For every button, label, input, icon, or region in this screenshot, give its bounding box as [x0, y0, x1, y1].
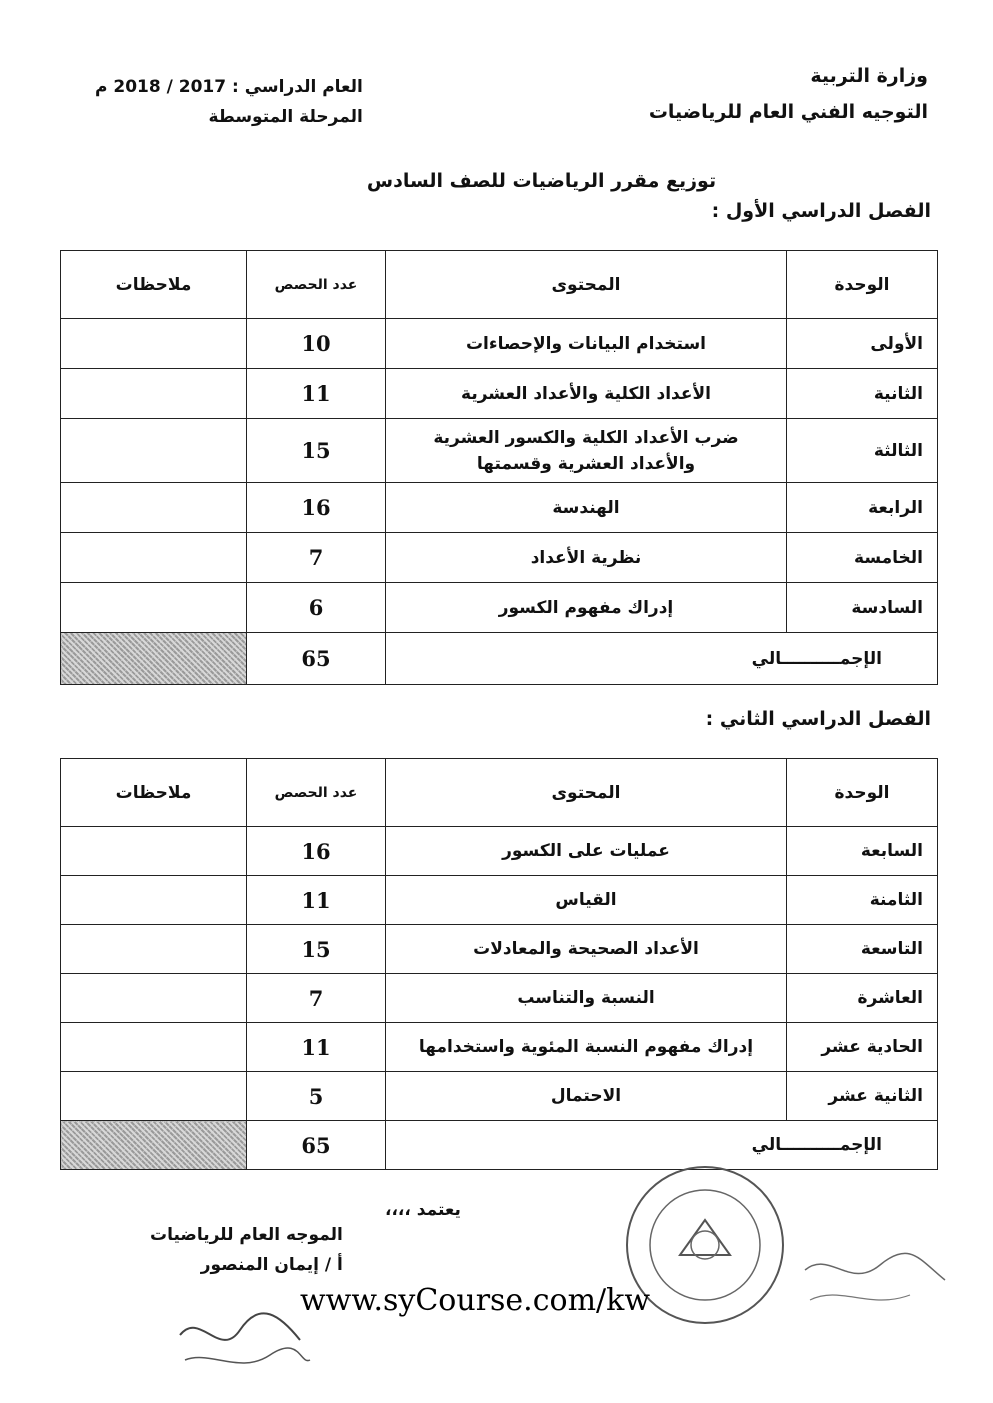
department-name: التوجيه الفني العام للرياضيات [648, 101, 928, 123]
notes-cell [61, 1072, 247, 1121]
period-count: 7 [247, 533, 386, 583]
unit-name: الخامسة [787, 533, 938, 583]
semester1-table [60, 250, 938, 685]
period-count: 10 [247, 319, 386, 369]
table-row [61, 583, 938, 633]
semester2-heading: الفصل الدراسي الثاني : [705, 708, 931, 730]
page-title: توزيع مقرر الرياضيات للصف السادس [366, 170, 717, 192]
unit-content: الاحتمال [386, 1072, 787, 1121]
unit-name: الحادية عشر [787, 1023, 938, 1072]
header-year-block [95, 72, 363, 132]
table-row [61, 369, 938, 419]
unit-name: الثامنة [787, 876, 938, 925]
notes-cell [61, 583, 247, 633]
shaded-cell [61, 633, 247, 685]
table-row [61, 974, 938, 1023]
period-count: 11 [247, 876, 386, 925]
total-periods: 65 [247, 633, 386, 685]
period-count: 16 [247, 827, 386, 876]
total-label: الإجمــــــــــالي [386, 633, 938, 685]
notes-cell [61, 974, 247, 1023]
signer-title: الموجه العام للرياضيات [150, 1225, 343, 1245]
unit-content: النسبة والتناسب [386, 974, 787, 1023]
col-content: المحتوى [386, 251, 787, 319]
unit-content: عمليات على الكسور [386, 827, 787, 876]
unit-name: الثانية عشر [787, 1072, 938, 1121]
unit-name: السادسة [787, 583, 938, 633]
total-label: الإجمــــــــــالي [386, 1121, 938, 1170]
notes-cell [61, 369, 247, 419]
total-row [61, 633, 938, 685]
unit-name: الثالثة [787, 419, 938, 483]
unit-name: العاشرة [787, 974, 938, 1023]
period-count: 11 [247, 1023, 386, 1072]
table-row [61, 319, 938, 369]
signature-block [150, 1220, 343, 1280]
col-notes: ملاحظات [61, 759, 247, 827]
unit-content: إدراك مفهوم النسبة المئوية واستخدامها [386, 1023, 787, 1072]
unit-name: الثانية [787, 369, 938, 419]
table-row [61, 876, 938, 925]
school-stage: المرحلة المتوسطة [208, 107, 363, 127]
table-row [61, 925, 938, 974]
unit-content: ضرب الأعداد الكلية والكسور العشرية والأعداد العشرية وقسمتها [386, 419, 787, 483]
semester1-heading: الفصل الدراسي الأول : [711, 200, 931, 222]
notes-cell [61, 827, 247, 876]
table-header-row [61, 759, 938, 827]
unit-content: الأعداد الصحيحة والمعادلات [386, 925, 787, 974]
col-content: المحتوى [386, 759, 787, 827]
col-unit: الوحدة [787, 759, 938, 827]
col-notes: ملاحظات [61, 251, 247, 319]
academic-year: العام الدراسي : 2017 / 2018 م [95, 77, 363, 97]
unit-content: الهندسة [386, 483, 787, 533]
handwritten-signature [170, 1305, 320, 1385]
approval-text: يعتمد ،،،، [385, 1200, 461, 1220]
period-count: 16 [247, 483, 386, 533]
unit-content: القياس [386, 876, 787, 925]
unit-name: الأولى [787, 319, 938, 369]
notes-cell [61, 483, 247, 533]
unit-name: السابعة [787, 827, 938, 876]
total-periods: 65 [247, 1121, 386, 1170]
total-row [61, 1121, 938, 1170]
period-count: 7 [247, 974, 386, 1023]
period-count: 15 [247, 419, 386, 483]
unit-content: إدراك مفهوم الكسور [386, 583, 787, 633]
handwritten-signature [800, 1230, 950, 1320]
col-unit: الوحدة [787, 251, 938, 319]
period-count: 6 [247, 583, 386, 633]
unit-name: الرابعة [787, 483, 938, 533]
unit-name: التاسعة [787, 925, 938, 974]
unit-content: استخدام البيانات والإحصاءات [386, 319, 787, 369]
signer-name: أ / إيمان المنصور [200, 1255, 343, 1275]
unit-content: الأعداد الكلية والأعداد العشرية [386, 369, 787, 419]
notes-cell [61, 1023, 247, 1072]
site-watermark: www.syCourse.com/kw [300, 1283, 650, 1318]
period-count: 15 [247, 925, 386, 974]
unit-content: نظرية الأعداد [386, 533, 787, 583]
col-periods: عدد الحصص [247, 251, 386, 319]
notes-cell [61, 533, 247, 583]
notes-cell [61, 876, 247, 925]
shaded-cell [61, 1121, 247, 1170]
period-count: 11 [247, 369, 386, 419]
header-ministry-block [649, 58, 928, 130]
notes-cell [61, 419, 247, 483]
period-count: 5 [247, 1072, 386, 1121]
table-header-row [61, 251, 938, 319]
table-row [61, 1023, 938, 1072]
ministry-name: وزارة التربية [810, 65, 928, 87]
notes-cell [61, 319, 247, 369]
table-row [61, 419, 938, 483]
semester2-table [60, 758, 938, 1170]
table-row [61, 533, 938, 583]
table-row [61, 1072, 938, 1121]
notes-cell [61, 925, 247, 974]
col-periods: عدد الحصص [247, 759, 386, 827]
table-row [61, 827, 938, 876]
table-row [61, 483, 938, 533]
